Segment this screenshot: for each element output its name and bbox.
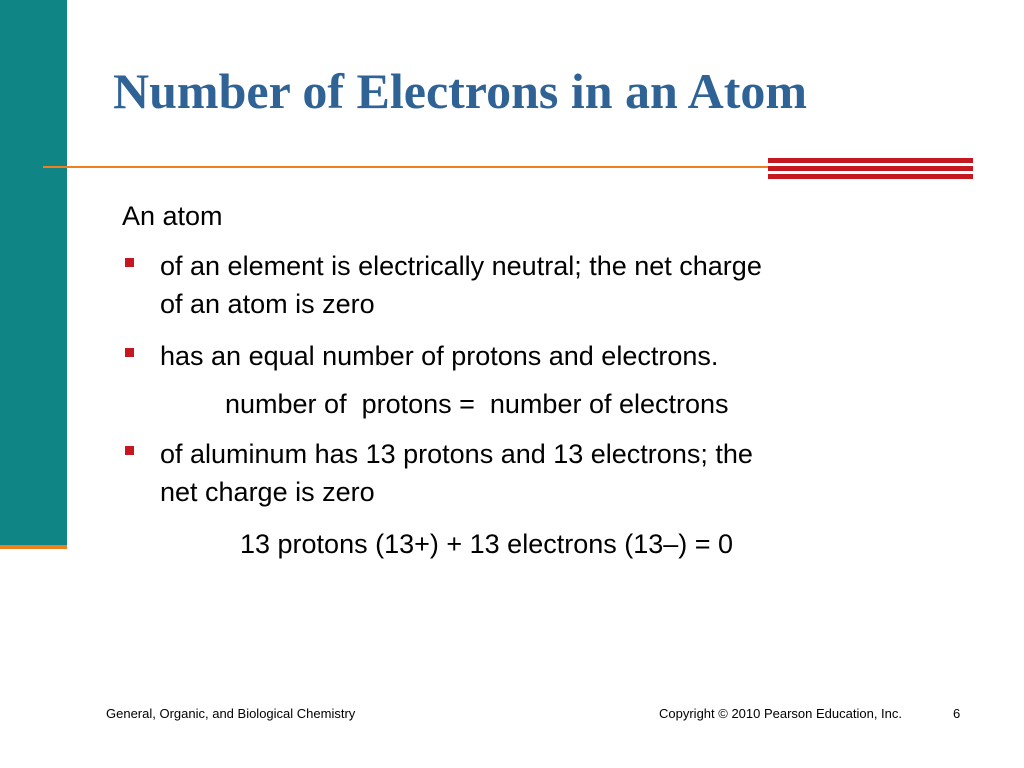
orange-underline-accent: [0, 545, 67, 549]
square-bullet-icon: [125, 258, 134, 267]
page-number: 6: [953, 706, 961, 721]
red-stripe: [768, 166, 973, 171]
footer-copyright: Copyright © 2010 Pearson Education, Inc.: [659, 706, 903, 721]
slide-title: Number of Electrons in an Atom: [113, 63, 807, 119]
red-stripe-accent: [768, 158, 973, 180]
bullet-item-3: [160, 435, 753, 511]
red-stripe: [768, 158, 973, 163]
bullet-line: of an atom is zero: [160, 289, 375, 319]
bullet-line: has an equal number of protons and electrons.: [160, 341, 719, 371]
title-divider-line: [43, 166, 769, 168]
bullet-line: of aluminum has 13 protons and 13 electrons; the: [160, 439, 753, 469]
bullet-item-2: [160, 337, 718, 375]
teal-side-bar: [0, 0, 67, 545]
bullet-line: of an element is electrically neutral; the net charge: [160, 251, 762, 281]
square-bullet-icon: [125, 446, 134, 455]
equation-line: 13 protons (13+) + 13 electrons (13–) = 0: [240, 529, 734, 559]
bullet-line: net charge is zero: [160, 477, 375, 507]
intro-text: An atom: [122, 201, 223, 231]
red-stripe: [768, 174, 973, 179]
equation-line: number of protons = number of electrons: [225, 389, 729, 419]
bullet-item-1: [160, 247, 762, 323]
square-bullet-icon: [125, 348, 134, 357]
footer-book-title: General, Organic, and Biological Chemistry: [106, 706, 356, 721]
